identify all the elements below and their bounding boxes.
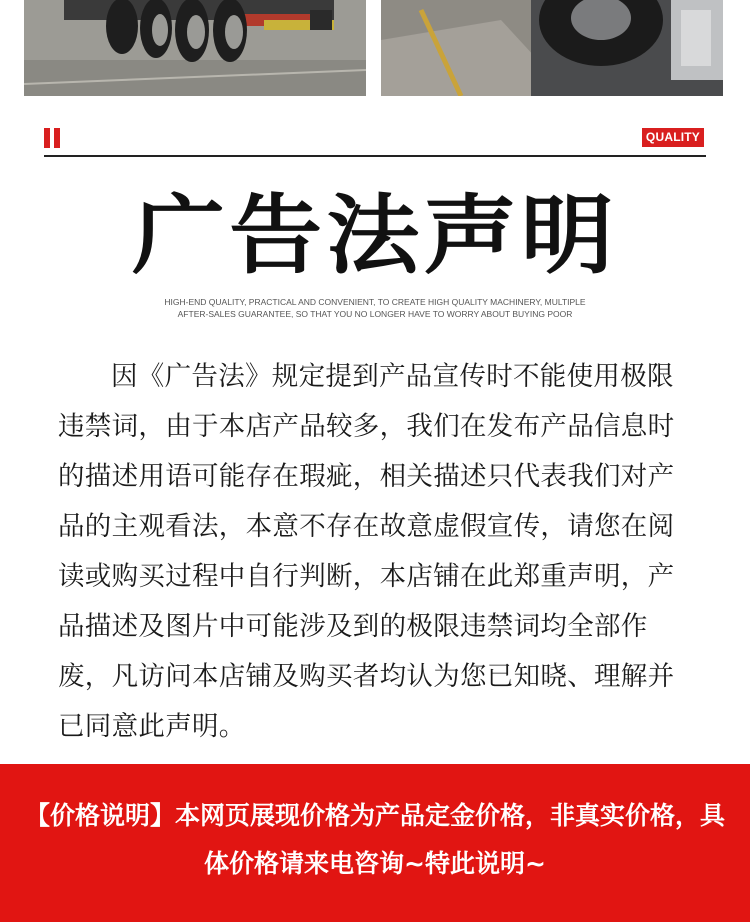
section-header xyxy=(44,128,706,160)
trailer-photo xyxy=(24,0,366,96)
truck-wheel-photo xyxy=(381,0,723,96)
divider xyxy=(44,155,706,157)
quality-tag: QUALITY xyxy=(642,128,704,147)
price-notice-text: 【价格说明】本网页展现价格为产品定金价格，非真实价格，具体价格请来电咨询~特此说明~ xyxy=(24,801,725,878)
red-bars-icon xyxy=(44,128,62,148)
statement-paragraph: 因《广告法》规定提到产品宣传时不能使用极限违禁词，由于本店产品较多，我们在发布产品信息时的描述用语可能存在瑕疵，相关描述只代表我们对产品的主观看法，本意不存在故意虚假宣传，请您在阅读或购买过程中自行判断，本店铺在此郑重声明，产品描述及图片中可能涉及到的极限违禁词均全部作废，凡访问本店铺及购买者均认为您已知晓、理解并已同意此声明。 xyxy=(58,361,675,742)
price-notice-banner xyxy=(0,764,750,922)
page-title: 广告法声明 xyxy=(131,186,618,286)
english-subtitle: HIGH-END QUALITY, PRACTICAL AND CONVENIENT, TO CREATE HIGH QUALITY MACHINERY, MULTIPLE AFTER-SALES GUARANTEE, SO THAT YOU NO LONGER HAVE TO WORRY ABOUT BUYING POOR xyxy=(164,297,586,319)
